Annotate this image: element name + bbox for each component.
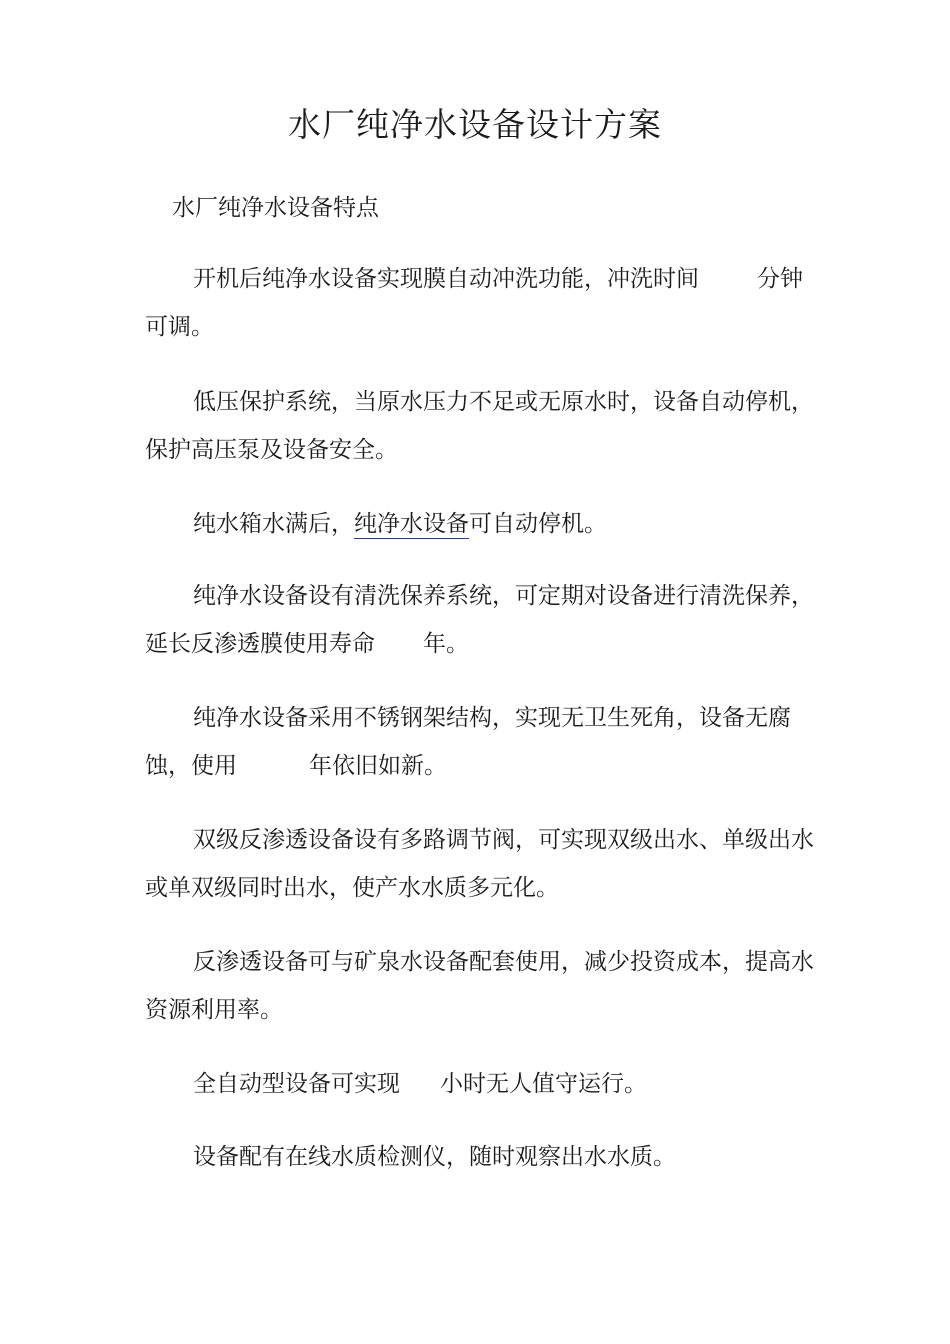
paragraph-tank-full <box>145 500 815 548</box>
paragraph-text: 可自动停机。 <box>469 511 607 537</box>
paragraph-text: 开机后纯净水设备实现膜自动冲洗功能，冲洗时间 <box>193 266 699 292</box>
paragraph-text: 年。 <box>423 631 469 657</box>
paragraph-stainless-frame <box>145 694 815 790</box>
paragraph-cleaning-system <box>145 572 815 668</box>
pure-water-equipment-link[interactable]: 纯净水设备 <box>354 511 469 537</box>
paragraph-text: 纯净水设备采用不锈钢架结构，实现无卫生死角，设备无腐蚀，使用 <box>145 705 791 779</box>
paragraph-low-pressure: 低压保护系统，当原水压力不足或无原水时，设备自动停机，保护高压泵及设备安全。 <box>145 389 814 463</box>
paragraph-mineral-water: 反渗透设备可与矿泉水设备配套使用，减少投资成本，提高水资源利用率。 <box>145 949 814 1023</box>
paragraph-text: 全自动型设备可实现 <box>193 1071 400 1097</box>
paragraph-automatic <box>145 1060 815 1108</box>
paragraph-flush-time <box>145 255 815 351</box>
paragraph-text: 纯水箱水满后， <box>193 511 354 537</box>
document-title: 水厂纯净水设备设计方案 <box>288 105 662 144</box>
paragraph-quality-monitor: 设备配有在线水质检测仪，随时观察出水水质。 <box>193 1144 676 1170</box>
paragraph-text: 纯净水设备设有清洗保养系统，可定期对设备进行清洗保养，延长反渗透膜使用寿命 <box>145 583 814 657</box>
paragraph-text: 分钟可调。 <box>145 266 803 340</box>
paragraph-text: 年依旧如新。 <box>309 753 447 779</box>
paragraph-text: 小时无人值守运行。 <box>440 1071 647 1097</box>
section-heading: 水厂纯净水设备特点 <box>172 195 379 221</box>
paragraph-dual-ro: 双级反渗透设备设有多路调节阀，可实现双级出水、单级出水或单双级同时出水，使产水水质多元化。 <box>145 827 814 901</box>
